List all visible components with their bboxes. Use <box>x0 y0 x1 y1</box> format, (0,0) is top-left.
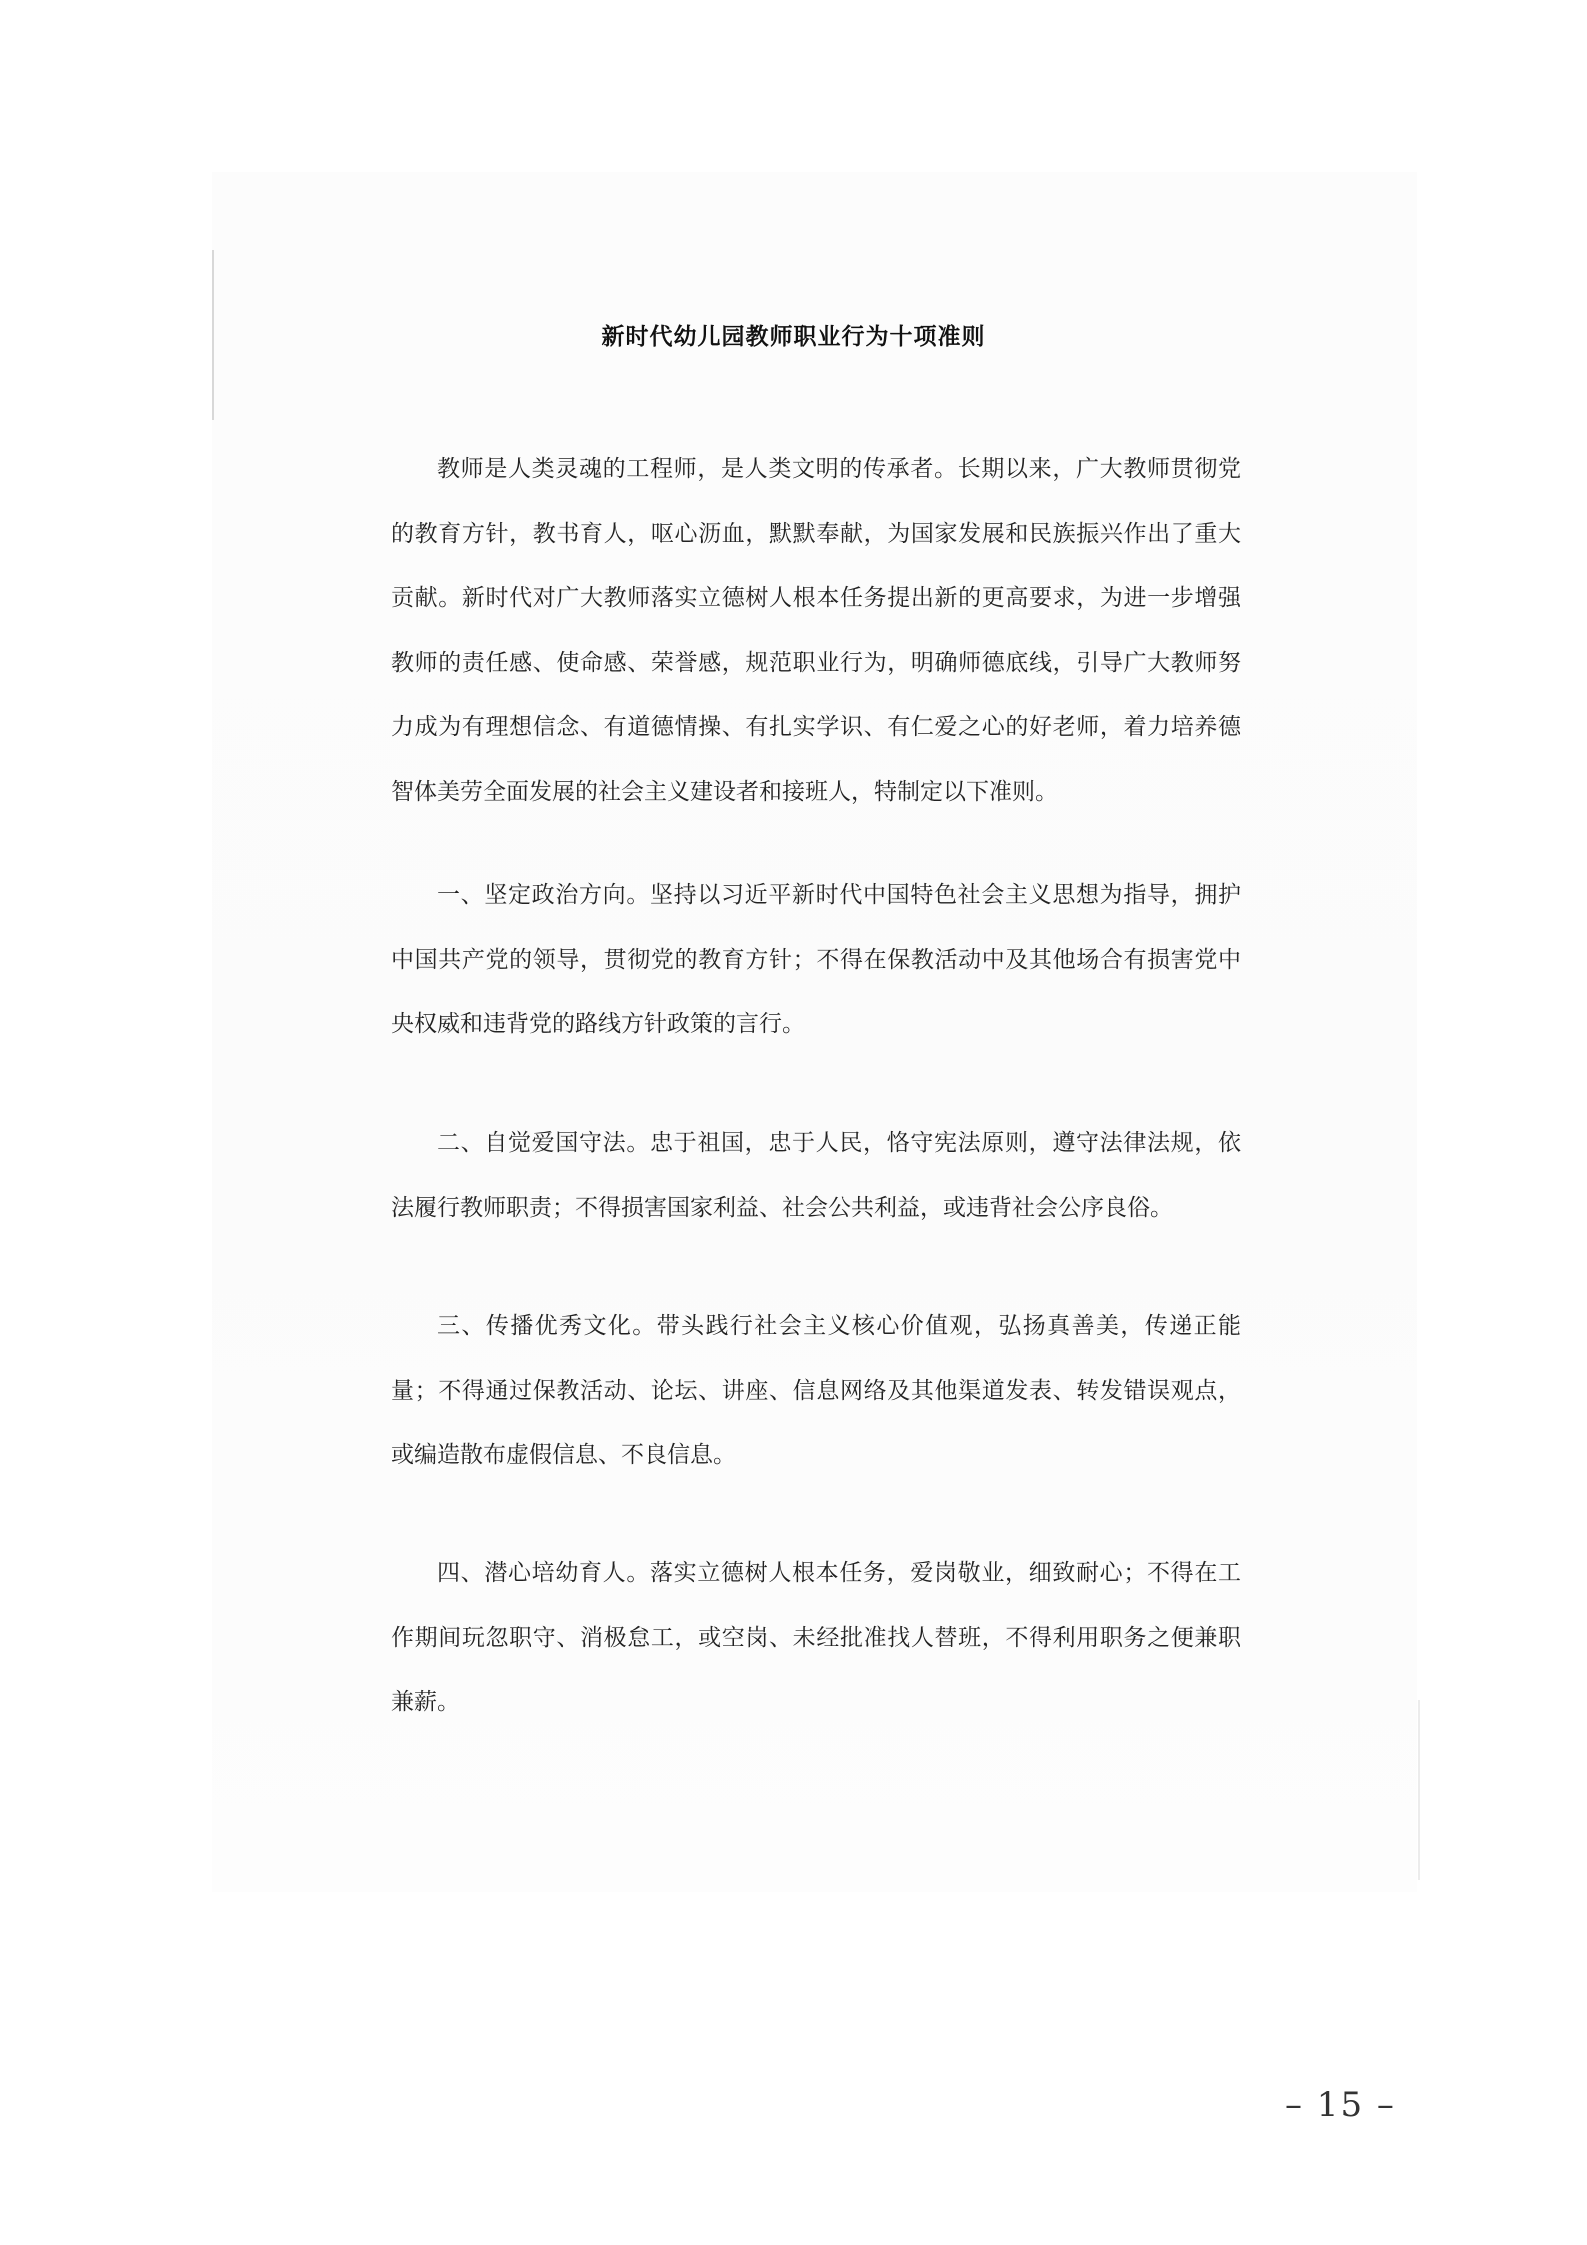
intro-paragraph: 教师是人类灵魂的工程师，是人类文明的传承者。长期以来，广大教师贯彻党的教育方针，教书育人，呕心沥血，默默奉献，为国家发展和民族振兴作出了重大贡献。新时代对广大教师落实立德树人根本任务提出新的更高要求，为进一步增强教师的责任感、使命感、荣誉感，规范职业行为，明确师德底线，引导广大教师努力成为有理想信念、有道德情操、有扎实学识、有仁爱之心的好老师，着力培养德智体美劳全面发展的社会主义建设者和接班人，特制定以下准则。 <box>391 456 1241 805</box>
rule-paragraph-1: 一、坚定政治方向。坚持以习近平新时代中国特色社会主义思想为指导，拥护中国共产党的领导，贯彻党的教育方针；不得在保教活动中及其他场合有损害党中央权威和违背党的路线方针政策的言行。 <box>391 882 1241 1037</box>
page-number: – 15 – <box>1285 2085 1396 2125</box>
rule-paragraph-4: 四、潜心培幼育人。落实立德树人根本任务，爱岗敬业，细致耐心；不得在工作期间玩忽职守、消极怠工，或空岗、未经批准找人替班，不得利用职务之便兼职兼薪。 <box>391 1560 1241 1715</box>
scan-edge-mark <box>1418 1700 1420 1880</box>
rule-paragraph-3: 三、传播优秀文化。带头践行社会主义核心价值观，弘扬真善美，传递正能量；不得通过保教活动、论坛、讲座、信息网络及其他渠道发表、转发错误观点，或编造散布虚假信息、不良信息。 <box>391 1313 1241 1468</box>
document-title: 新时代幼儿园教师职业行为十项准则 <box>601 324 986 350</box>
rule-paragraph-2: 二、自觉爱国守法。忠于祖国，忠于人民，恪守宪法原则，遵守法律法规，依法履行教师职责；不得损害国家利益、社会公共利益，或违背社会公序良俗。 <box>391 1130 1241 1221</box>
